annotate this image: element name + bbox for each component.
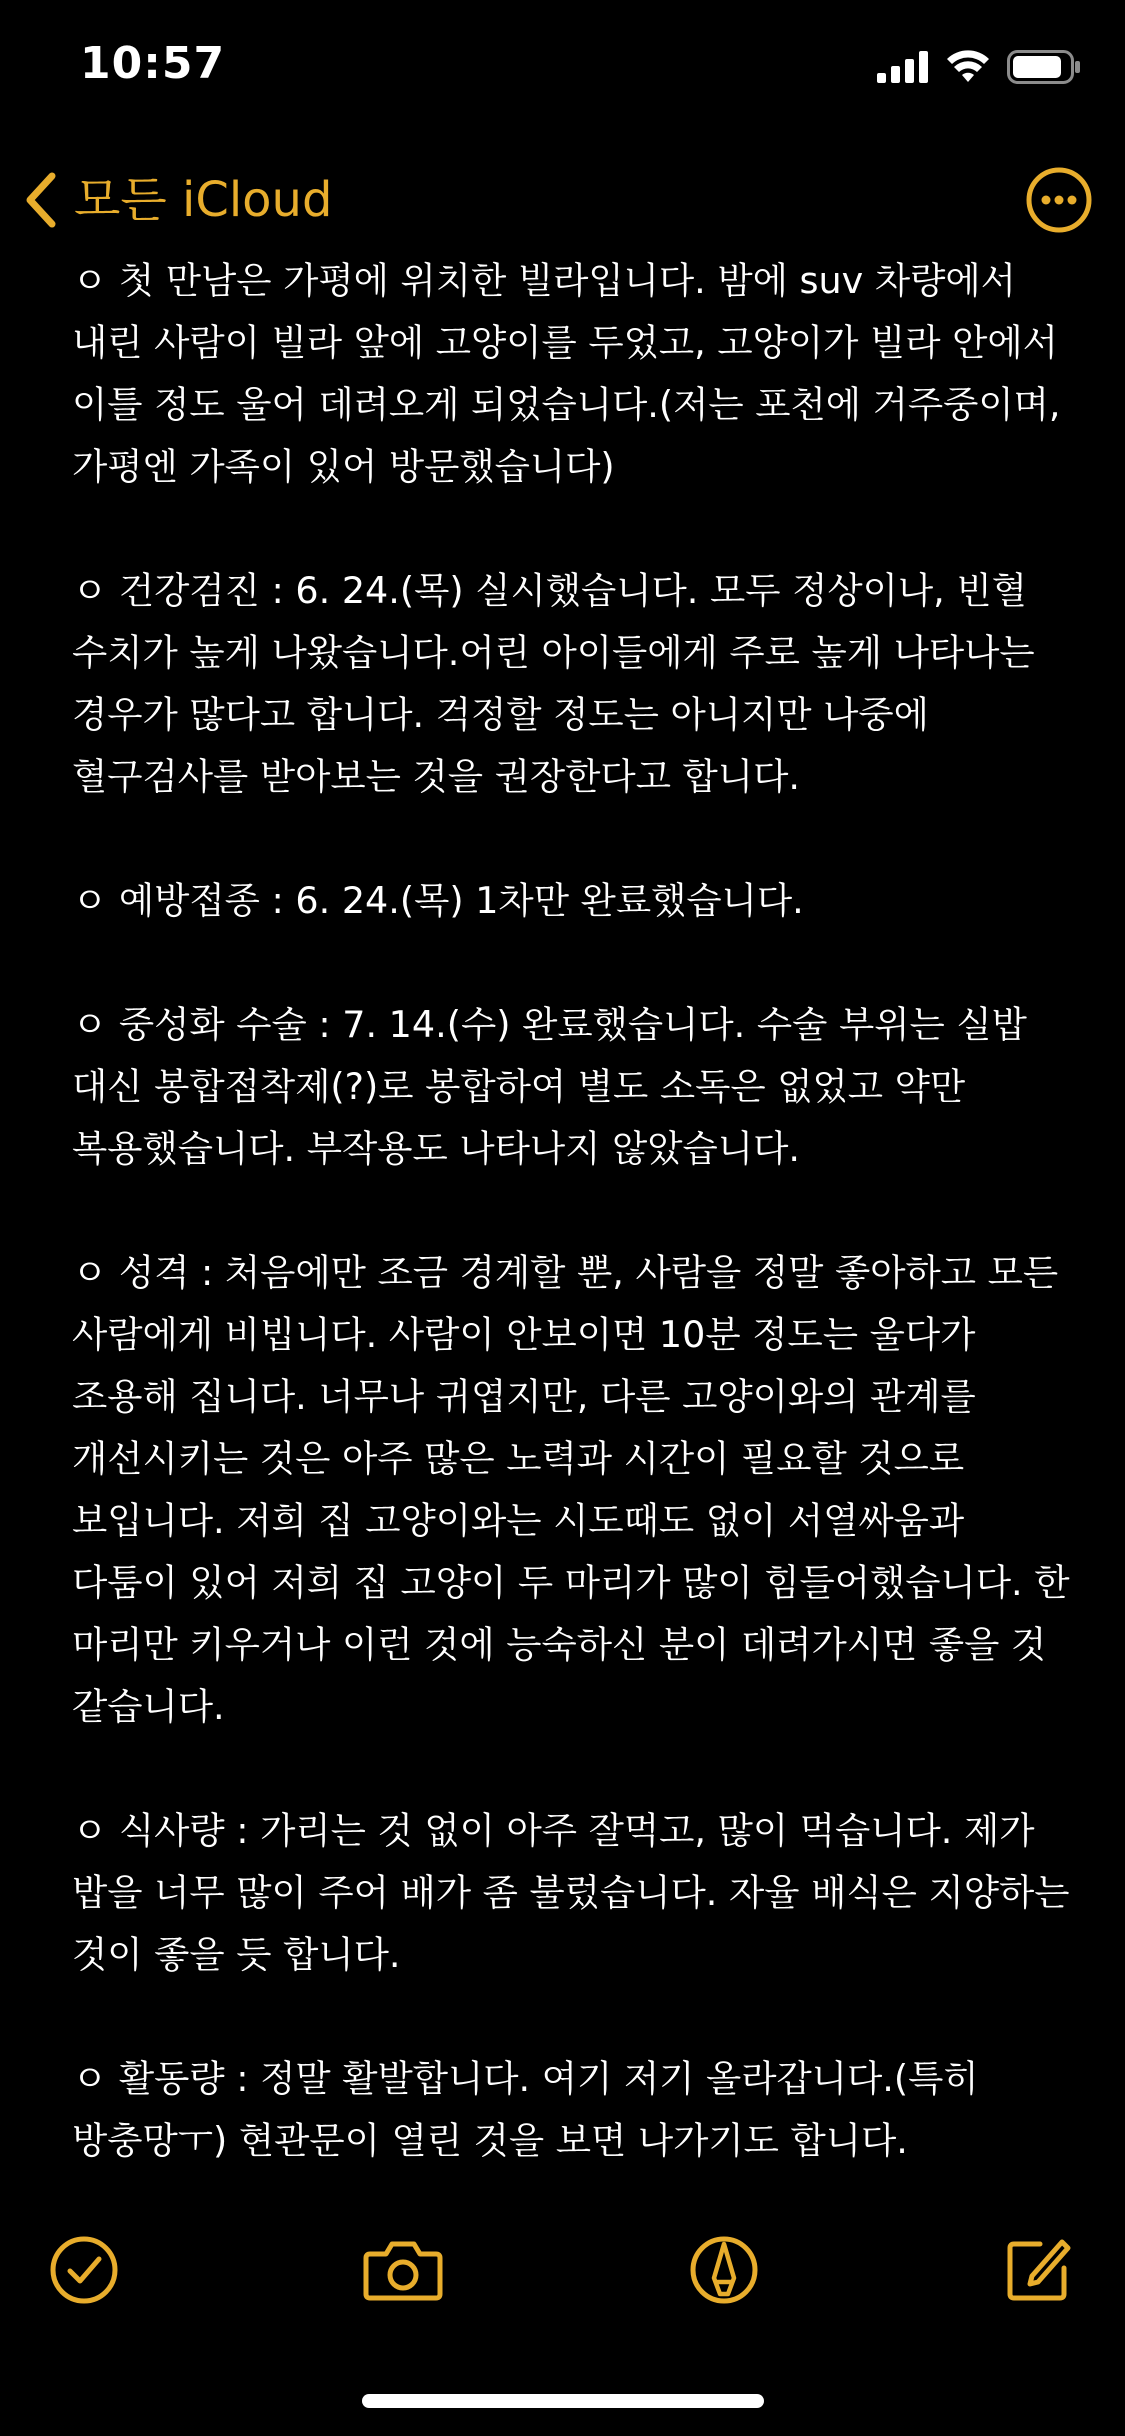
- home-indicator: [362, 2394, 764, 2408]
- note-paragraph-origin: ㅇ 첫 만남은 가평에 위치한 빌라입니다. 밤에 suv 차량에서 내린 사람이 빌라 앞에 고양이를 두었고, 고양이가 빌라 안에서 이틀 정도 울어 데려오게 되었습니다.(저는 포천에 거주중이며, 가평엔 가족이 있어 방문했습니다): [72, 259, 1061, 488]
- back-label: 모든 iCloud: [74, 172, 333, 228]
- bottom-toolbar: [0, 2230, 1125, 2310]
- note-body[interactable]: [72, 250, 1072, 2180]
- battery-icon: [1007, 50, 1081, 84]
- camera-icon[interactable]: [362, 2234, 444, 2306]
- note-paragraph-neutering: ㅇ 중성화 수술 : 7. 14.(수) 완료했습니다. 수술 부위는 실밥 대신 봉합접착제(?)로 봉합하여 별도 소독은 없었고 약만 복용했습니다. 부작용도 나타나지 않았습니다.: [72, 1003, 1027, 1170]
- checklist-icon[interactable]: [48, 2234, 120, 2306]
- chevron-left-icon: [22, 170, 62, 230]
- nav-bar: [0, 160, 1125, 240]
- status-bar: [0, 0, 1125, 140]
- status-time: 10:57: [80, 38, 226, 89]
- back-button[interactable]: [22, 160, 332, 240]
- cellular-signal-icon: [877, 51, 929, 83]
- note-paragraph-vaccination: ㅇ 예방접종 : 6. 24.(목) 1차만 완료했습니다.: [72, 879, 804, 922]
- wifi-icon: [945, 50, 991, 84]
- markup-icon[interactable]: [688, 2234, 760, 2306]
- note-paragraph-personality: ㅇ 성격 : 처음에만 조금 경계할 뿐, 사람을 정말 좋아하고 모든 사람에게 비빕니다. 사람이 안보이면 10분 정도는 울다가 조용해 집니다. 너무나 귀엽지만, 다른 고양이와의 관계를 개선시키는 것은 아주 많은 노력과 시간이 필요할 것으로 보입니다. 저희 집 고양이와는 시도때도 없이 서열싸움과 다툼이 있어 저희 집 고양이 두 마리가 많이 힘들어했습니다. 한 마리만 키우거나 이런 것에 능숙하신 분이 데려가시면 좋을 것 같습니다.: [72, 1251, 1070, 1728]
- note-paragraph-health-check: ㅇ 건강검진 : 6. 24.(목) 실시했습니다. 모두 정상이나, 빈혈 수치가 높게 나왔습니다.어린 아이들에게 주로 높게 나타나는 경우가 많다고 합니다. 걱정할 정도는 아니지만 나중에 혈구검사를 받아보는 것을 권장한다고 합니다.: [72, 569, 1035, 798]
- note-paragraph-activity: ㅇ 활동량 : 정말 활발합니다. 여기 저기 올라갑니다.(특히 방충망ㅜ) 현관문이 열린 것을 보면 나가기도 합니다.: [72, 2057, 979, 2162]
- compose-icon[interactable]: [1002, 2234, 1074, 2306]
- more-options-icon[interactable]: [1025, 166, 1093, 234]
- note-paragraph-diet: ㅇ 식사량 : 가리는 것 없이 아주 잘먹고, 많이 먹습니다. 제가 밥을 너무 많이 주어 배가 좀 불렀습니다. 자율 배식은 지양하는 것이 좋을 듯 합니다.: [72, 1809, 1070, 1976]
- status-icons: [877, 50, 1081, 84]
